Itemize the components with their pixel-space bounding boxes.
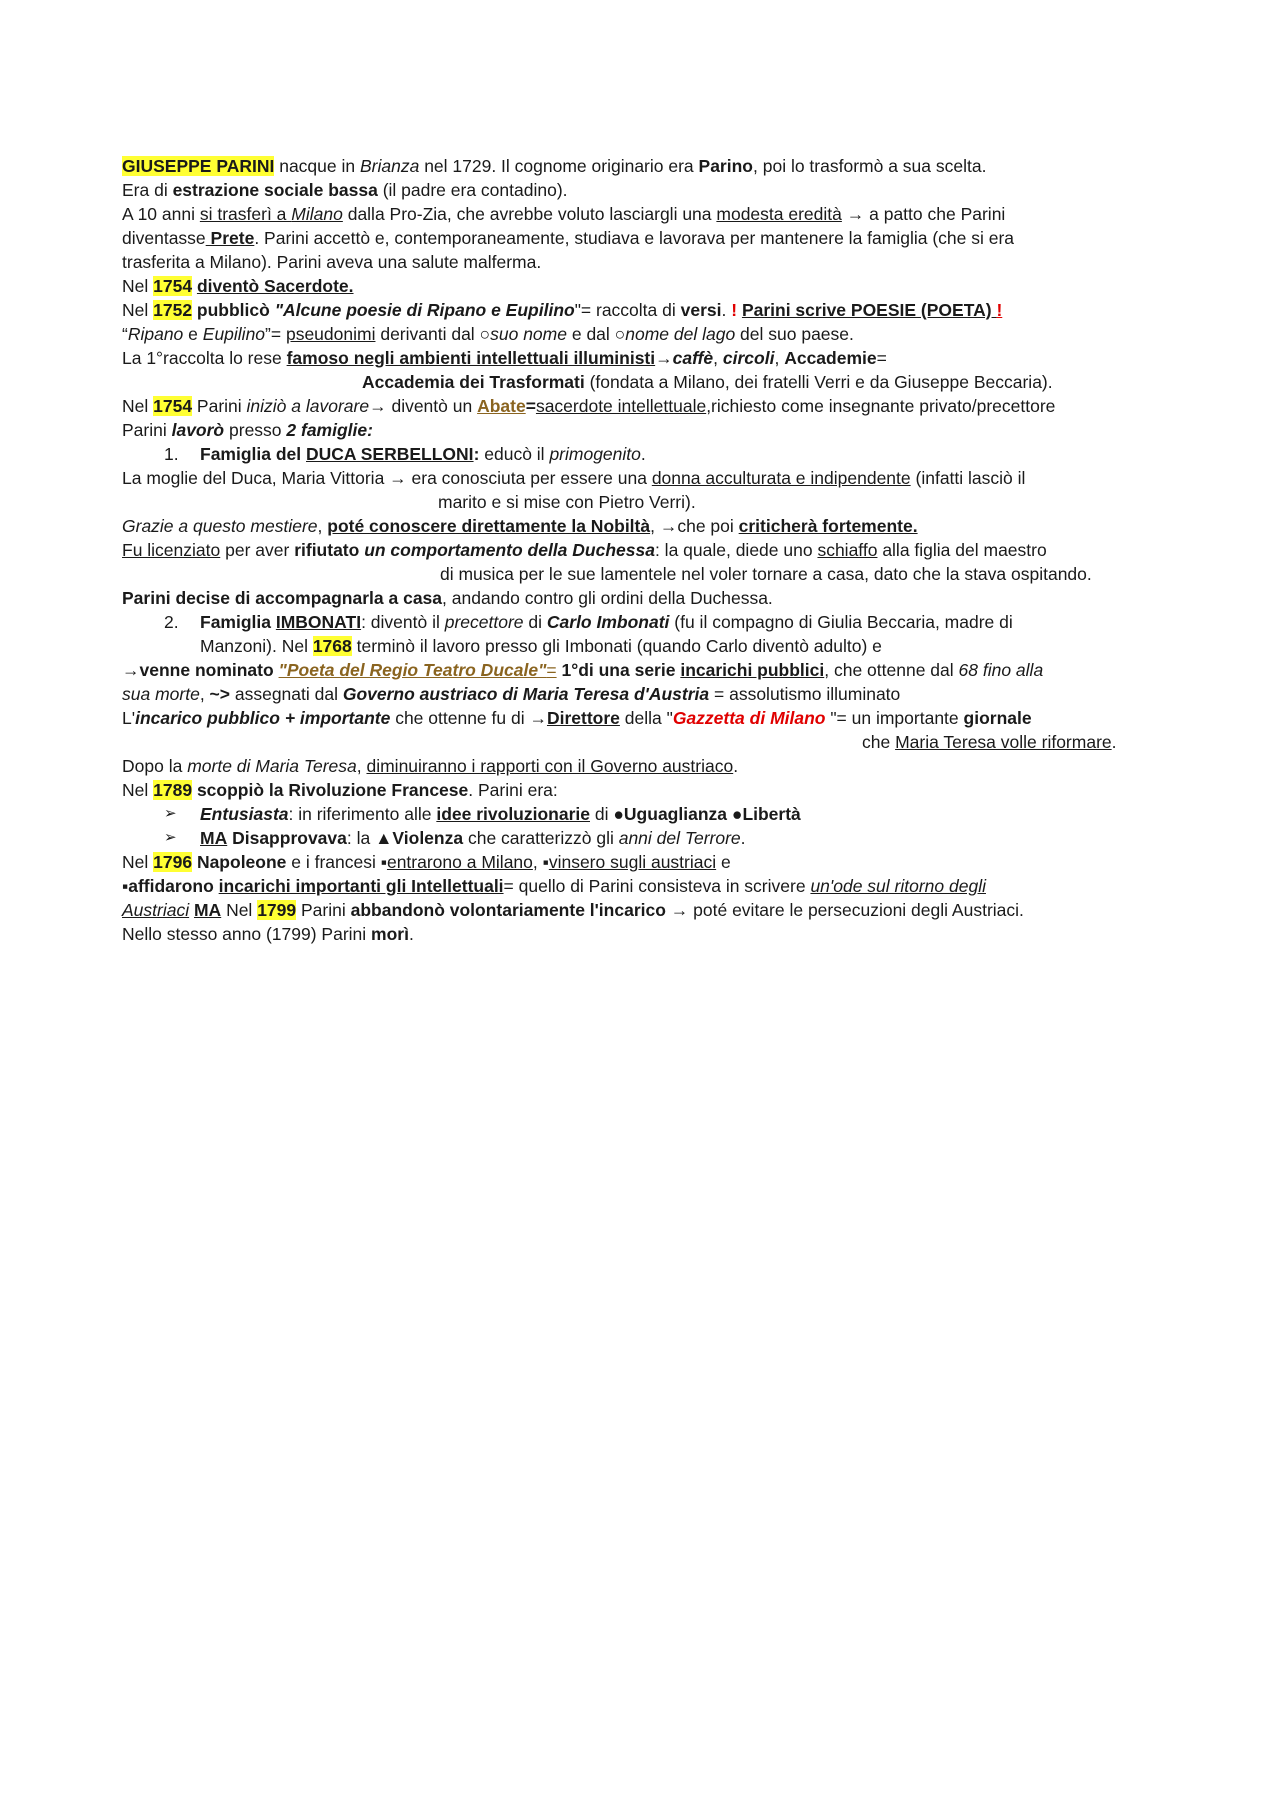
arrow-bullet-icon: ➢ xyxy=(164,805,177,822)
text-line: Fu licenziato per aver rifiutato un comportamento della Duchessa: la quale, diede uno schiaffo alla figlia del maestro xyxy=(122,540,1047,560)
text-line: Manzoni). Nel 1768 terminò il lavoro presso gli Imbonati (quando Carlo diventò adulto) e xyxy=(200,636,882,656)
year-highlight: 1796 xyxy=(153,852,193,872)
exclamation-mark: ! xyxy=(731,300,738,320)
year-highlight: 1768 xyxy=(312,636,352,656)
arrow-bullet-icon: ➢ xyxy=(164,829,177,846)
text-line: Parini lavorò presso 2 famiglie: xyxy=(122,420,373,440)
text-line: Austriaci MA Nel 1799 Parini abbandonò volontariamente l'incarico → poté evitare le persecuzioni degli Austriaci. xyxy=(122,900,1024,920)
bullet-item: ➢ Entusiasta: in riferimento alle idee rivoluzionarie di ●Uguaglianza ●Libertà xyxy=(164,804,801,824)
text-line: marito e si mise con Pietro Verri). xyxy=(438,492,696,512)
abate-term: Abate xyxy=(477,396,526,416)
list-number: 2. xyxy=(164,612,179,632)
text-line: Era di estrazione sociale bassa (il padre era contadino). xyxy=(122,180,568,200)
document-body xyxy=(122,154,1182,946)
text-line: ▪affidarono incarichi importanti gli Intellettuali= quello di Parini consisteva in scrivere un'ode sul ritorno degli xyxy=(122,876,986,896)
year-highlight: 1754 xyxy=(153,276,193,296)
text-line: “Ripano e Eupilino”= pseudonimi derivanti dal ○suo nome e dal ○nome del lago del suo paese. xyxy=(122,324,854,344)
year-highlight: 1752 xyxy=(153,300,193,320)
gazzetta-title: Gazzetta di Milano xyxy=(672,708,826,728)
text-line: Parini decise di accompagnarla a casa, andando contro gli ordini della Duchessa. xyxy=(122,588,773,608)
text-line: La 1°raccolta lo rese famoso negli ambienti intellettuali illuministi→caffè, circoli, Accademie= xyxy=(122,348,887,368)
text-line: sua morte, ~> assegnati dal Governo austriaco di Maria Teresa d'Austria = assolutismo illuminato xyxy=(122,684,901,704)
bullet-item: ➢ MA Disapprovava: la ▲Violenza che caratterizzò gli anni del Terrore. xyxy=(164,828,746,848)
text-line: Dopo la morte di Maria Teresa, diminuiranno i rapporti con il Governo austriaco. xyxy=(122,756,739,776)
text-line: che Maria Teresa volle riformare. xyxy=(862,732,1117,752)
text-line: Grazie a questo mestiere, poté conoscere direttamente la Nobiltà, →che poi criticherà fortemente. xyxy=(122,516,918,536)
text-line: diventasse Prete. Parini accettò e, contemporaneamente, studiava e lavorava per mantenere la famiglia (che si era xyxy=(122,228,1015,248)
year-highlight: 1799 xyxy=(257,900,297,920)
text-line: La moglie del Duca, Maria Vittoria → era conosciuta per essere una donna acculturata e indipendente (infatti lasciò il xyxy=(122,468,1026,488)
text-line: Nel 1752 pubblicò "Alcune poesie di Ripano e Eupilino"= raccolta di versi. ! Parini scrive POESIE (POETA) ! xyxy=(122,300,1003,320)
text-line: Nel 1754 Parini iniziò a lavorare→ diventò un Abate=sacerdote intellettuale,richiesto come insegnante privato/precettore xyxy=(122,396,1056,416)
text-line: Nel 1789 scoppiò la Rivoluzione Francese. Parini era: xyxy=(122,780,558,800)
text-line: Nello stesso anno (1799) Parini morì. xyxy=(122,924,414,944)
text-line: L'incarico pubblico + importante che ottenne fu di →Direttore della "Gazzetta di Milano "= un importante giornale xyxy=(122,708,1032,728)
text-line: →venne nominato "Poeta del Regio Teatro Ducale"= 1°di una serie incarichi pubblici, che ottenne dal 68 fino alla xyxy=(122,660,1044,680)
exclamation-mark: ! xyxy=(996,300,1003,320)
text-line: Nel 1796 Napoleone e i francesi ▪entrarono a Milano, ▪vinsero sugli austriaci e xyxy=(122,852,731,872)
text-line: A 10 anni si trasferì a Milano dalla Pro-Zia, che avrebbe voluto lasciargli una modesta eredità → a patto che Parini xyxy=(122,204,1006,224)
list-item: 2. Famiglia IMBONATI: diventò il precettore di Carlo Imbonati (fu il compagno di Giulia Beccaria, madre di xyxy=(164,612,1013,632)
list-number: 1. xyxy=(164,444,179,464)
arrow-icon: → xyxy=(655,348,673,368)
text-line: di musica per le sue lamentele nel voler tornare a casa, dato che la stava ospitando. xyxy=(440,564,1092,584)
year-highlight: 1789 xyxy=(153,780,193,800)
text-line: GIUSEPPE PARINI nacque in Brianza nel 1729. Il cognome originario era Parino, poi lo trasformò a sua scelta. xyxy=(122,156,987,176)
poeta-title: "Poeta del Regio Teatro Ducale" xyxy=(278,660,547,680)
text-line: Accademia dei Trasformati (fondata a Milano, dei fratelli Verri e da Giuseppe Beccaria). xyxy=(362,372,1053,392)
author-name: GIUSEPPE PARINI xyxy=(122,156,275,176)
year-highlight: 1754 xyxy=(153,396,193,416)
text-line: Nel 1754 diventò Sacerdote. xyxy=(122,276,354,296)
text-line: trasferita a Milano). Parini aveva una salute malferma. xyxy=(122,252,542,272)
list-item: 1. Famiglia del DUCA SERBELLONI: educò il primogenito. xyxy=(164,444,646,464)
arrow-icon: → xyxy=(122,660,140,680)
